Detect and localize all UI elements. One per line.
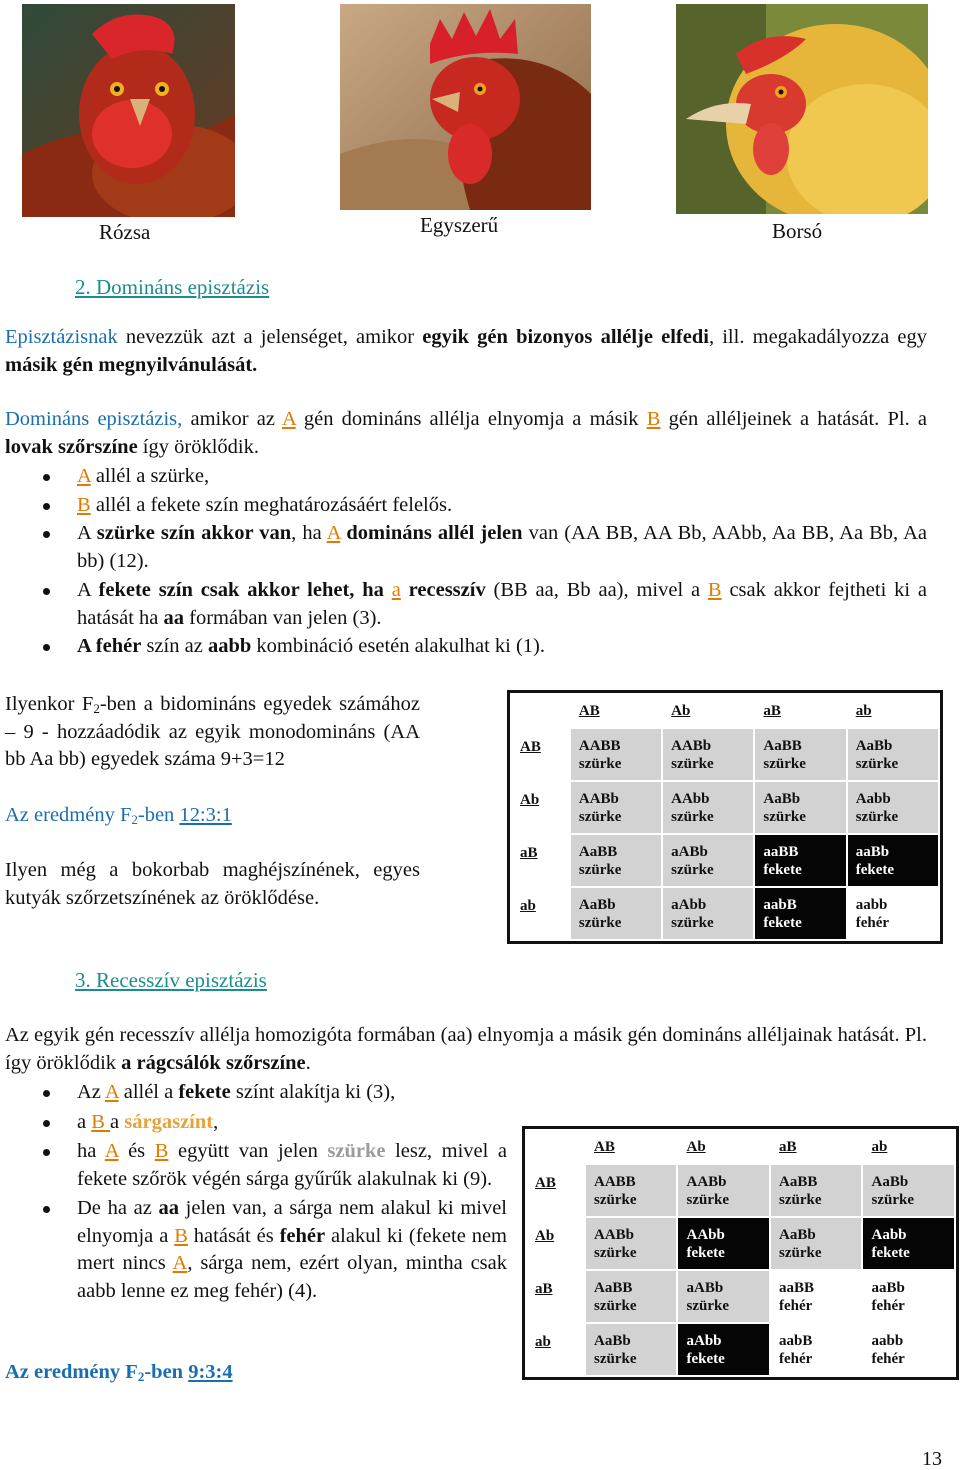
row-header: aB [520, 845, 538, 861]
phenotype-label: fekete [686, 1350, 725, 1367]
phenotype-label: fehér [871, 1297, 905, 1314]
genotype-cell [571, 835, 661, 886]
genotype-cell [848, 729, 938, 780]
punnett-table-recessive-epistasis [522, 1126, 959, 1380]
genotype-cell [663, 782, 753, 833]
genotype-label: AaBB [778, 1173, 818, 1190]
phenotype-label: szürke [578, 914, 622, 931]
genotype-label: aAbb [671, 896, 707, 913]
phenotype-label: fehér [778, 1350, 813, 1367]
caption-egyszeru: Egyszerű [420, 213, 499, 237]
phenotype-label: fekete [763, 861, 802, 878]
row-header: ab [535, 1334, 551, 1350]
table-row [512, 782, 938, 833]
genotype-label: aABb [686, 1279, 724, 1296]
row-header: Ab [535, 1228, 555, 1244]
genotype-label: AABB [578, 737, 621, 754]
genotype-label: aABb [671, 843, 708, 860]
genotype-cell [848, 888, 938, 939]
phenotype-label: szürke [593, 1244, 637, 1261]
genotype-label: aaBB [763, 843, 799, 860]
column-header: ab [871, 1139, 888, 1155]
genotype-cell [586, 1324, 677, 1375]
phenotype-label: szürke [855, 755, 899, 772]
row-header: AB [520, 739, 541, 755]
phenotype-label: szürke [855, 808, 899, 825]
genotype-cell [571, 729, 661, 780]
genotype-label: AaBb [578, 896, 616, 913]
genotype-cell [663, 835, 753, 886]
genotype-label: aabB [763, 896, 797, 913]
list-item: Az A allél a fekete színt alakítja ki (3), [5, 1079, 507, 1107]
list-item: a B a sárgaszínt, [5, 1109, 507, 1137]
row-header: AB [535, 1175, 556, 1191]
section-title-dominant-epistasis: 2. Domináns episztázis [75, 275, 270, 299]
table-row [527, 1218, 954, 1269]
column-header: AB [578, 703, 600, 719]
genotype-cell [663, 729, 753, 780]
genotype-label: AaBB [763, 737, 802, 754]
genotype-label: AaBb [855, 737, 893, 754]
genotype-label: Aabb [871, 1226, 907, 1243]
genotype-label: aabb [871, 1332, 904, 1349]
genotype-cell [678, 1271, 769, 1322]
table-row [527, 1271, 954, 1322]
phenotype-label: szürke [578, 808, 622, 825]
caption-rozsa: Rózsa [99, 220, 151, 244]
list-item: A fekete szín csak akkor lehet, ha a recesszív (BB aa, Bb aa), mivel a B csak akkor fejtheti ki a hatását ha aa formában van jelen (3). [5, 577, 927, 632]
table-row [512, 835, 938, 886]
phenotype-label: szürke [578, 755, 622, 772]
photo-single-comb-rooster [340, 4, 591, 210]
dominant-epistasis-description: Domináns episztázis, amikor az A gén domináns allélja elnyomja a másik B gén alléljeinek a hatását. Pl. a lovak szőrszíne így öröklődik. [5, 408, 928, 458]
table-row [512, 888, 938, 939]
row-header: aB [535, 1281, 553, 1297]
phenotype-label: fehér [855, 914, 890, 931]
genotype-label: AaBB [578, 843, 618, 860]
photo-rose-comb-rooster [22, 4, 235, 217]
section-title-recessive-epistasis: 3. Recesszív episztázis [75, 968, 267, 992]
phenotype-label: fehér [778, 1297, 813, 1314]
phenotype-label: fekete [763, 914, 802, 931]
genotype-cell [755, 888, 845, 939]
genotype-cell [755, 782, 845, 833]
phenotype-label: fehér [871, 1350, 905, 1367]
genotype-label: aaBb [855, 843, 890, 860]
dominant-epistasis-bullets [5, 463, 927, 661]
genotype-cell [863, 1324, 954, 1375]
genotype-cell [586, 1218, 677, 1269]
column-header: AB [593, 1139, 615, 1155]
list-item: ha A és B együtt van jelen szürke lesz, mivel a fekete szőrök végén sárga gyűrűk alakulnak ki (9). [5, 1138, 507, 1193]
phenotype-label: szürke [671, 808, 714, 825]
table-corner-cell [527, 1131, 584, 1163]
table-row [527, 1165, 954, 1216]
genotype-cell [755, 835, 845, 886]
phenotype-label: szürke [686, 1191, 729, 1208]
genotype-cell [771, 1218, 862, 1269]
genotype-cell [863, 1218, 954, 1269]
row-header: Ab [520, 792, 540, 808]
genotype-label: AABb [686, 1173, 727, 1190]
phenotype-label: szürke [593, 1297, 637, 1314]
genotype-cell [771, 1271, 862, 1322]
phenotype-label: fekete [855, 861, 895, 878]
phenotype-label: szürke [763, 755, 806, 772]
list-item: A fehér szín az aabb kombináció esetén alakulhat ki (1). [5, 633, 927, 661]
genotype-label: AABB [593, 1173, 636, 1190]
list-item: A szürke szín akkor van, ha A domináns allél jelen van (AA BB, AA Bb, AAbb, Aa BB, Aa Bb, Aa bb) (12). [5, 520, 927, 575]
column-header: aB [763, 703, 781, 719]
genotype-label: AABb [671, 737, 712, 754]
genotype-label: AAbb [671, 790, 710, 807]
column-header: ab [855, 703, 872, 719]
genotype-label: aAbb [686, 1332, 722, 1349]
genotype-cell [663, 888, 753, 939]
photo-pea-comb-rooster [676, 4, 928, 214]
punnett-table-dominant-epistasis [507, 690, 943, 944]
row-header: ab [520, 898, 536, 914]
genotype-cell [755, 729, 845, 780]
phenotype-label: szürke [671, 755, 714, 772]
genotype-cell [678, 1165, 769, 1216]
genotype-label: AaBB [593, 1279, 633, 1296]
genotype-label: AaBb [871, 1173, 909, 1190]
genotype-cell [848, 782, 938, 833]
genotype-label: AABb [593, 1226, 634, 1243]
genotype-cell [571, 782, 661, 833]
genotype-label: AAbb [686, 1226, 725, 1243]
genotype-cell [586, 1271, 677, 1322]
phenotype-label: szürke [671, 914, 714, 931]
phenotype-label: szürke [778, 1244, 822, 1261]
list-item: B allél a fekete szín meghatározásáért felelős. [5, 492, 927, 520]
column-header: Ab [671, 703, 691, 719]
genotype-label: AaBb [763, 790, 801, 807]
genotype-cell [771, 1165, 862, 1216]
table-row [527, 1324, 954, 1375]
genotype-cell [586, 1165, 677, 1216]
genotype-cell [678, 1218, 769, 1269]
genotype-cell [848, 835, 938, 886]
genotype-label: AaBb [778, 1226, 816, 1243]
phenotype-label: szürke [871, 1191, 914, 1208]
phenotype-label: fekete [871, 1244, 910, 1261]
list-item: De ha az aa jelen van, a sárga nem alakul ki mivel elnyomja a B hatását és fehér alakul ki (fekete nem mert nincs A, sárga nem, ezért olyan, mintha csak aabb lenne ez meg fehér) (4). [5, 1195, 507, 1305]
phenotype-label: szürke [593, 1350, 637, 1367]
table-corner-cell [512, 695, 569, 727]
phenotype-label: szürke [686, 1297, 729, 1314]
epistasis-definition: Episztázisnak nevezzük azt a jelenséget, amikor egyik gén bizonyos allélje elfedi, ill. megakadályozza egy másik gén megnyilvánulását. [5, 326, 927, 376]
genotype-label: aaBB [778, 1279, 814, 1296]
table-row [512, 729, 938, 780]
phenotype-label: szürke [578, 861, 622, 878]
list-item: A allél a szürke, [5, 463, 927, 491]
other-examples-text: Ilyen még a bokorbab maghéjszínének, egyes kutyák szőrzetszínének az öröklődése. [5, 859, 420, 909]
phenotype-label: szürke [778, 1191, 822, 1208]
genotype-cell [863, 1165, 954, 1216]
genotype-label: aabb [855, 896, 888, 913]
genotype-label: AaBb [593, 1332, 631, 1349]
phenotype-label: szürke [671, 861, 714, 878]
genotype-cell [571, 888, 661, 939]
genotype-cell [863, 1271, 954, 1322]
recessive-epistasis-description: Az egyik gén recesszív allélja homozigóta formában (aa) elnyomja a másik gén domináns alléljainak hatását. Pl. így öröklődik a rágcsálók szőrszíne. [5, 1024, 927, 1074]
column-header: Ab [686, 1139, 706, 1155]
genotype-label: aaBb [871, 1279, 905, 1296]
result-ratio-dominant: Az eredmény $F_2$-ben 12:3:1 [5, 804, 232, 827]
caption-borso: Borsó [772, 219, 823, 243]
phenotype-label: fekete [686, 1244, 725, 1261]
recessive-epistasis-bullets [5, 1079, 507, 1305]
genotype-cell [678, 1324, 769, 1375]
column-header: aB [778, 1139, 797, 1155]
result-ratio-recessive: Az eredmény $F_2$-ben 9:3:4 [5, 1361, 233, 1384]
genotype-cell [771, 1324, 862, 1375]
bidominant-explanation: Ilyenkor $F_2$-ben a bidomináns egyedek számához – 9 - hozzáadódik az egyik monodomináns (AA bb Aa bb) egyedek száma 9+3=12 [5, 693, 420, 770]
genotype-label: AABb [578, 790, 619, 807]
page-number: 13 [922, 1448, 942, 1470]
phenotype-label: szürke [593, 1191, 637, 1208]
phenotype-label: szürke [763, 808, 806, 825]
genotype-label: Aabb [855, 790, 891, 807]
genotype-label: aabB [778, 1332, 813, 1349]
